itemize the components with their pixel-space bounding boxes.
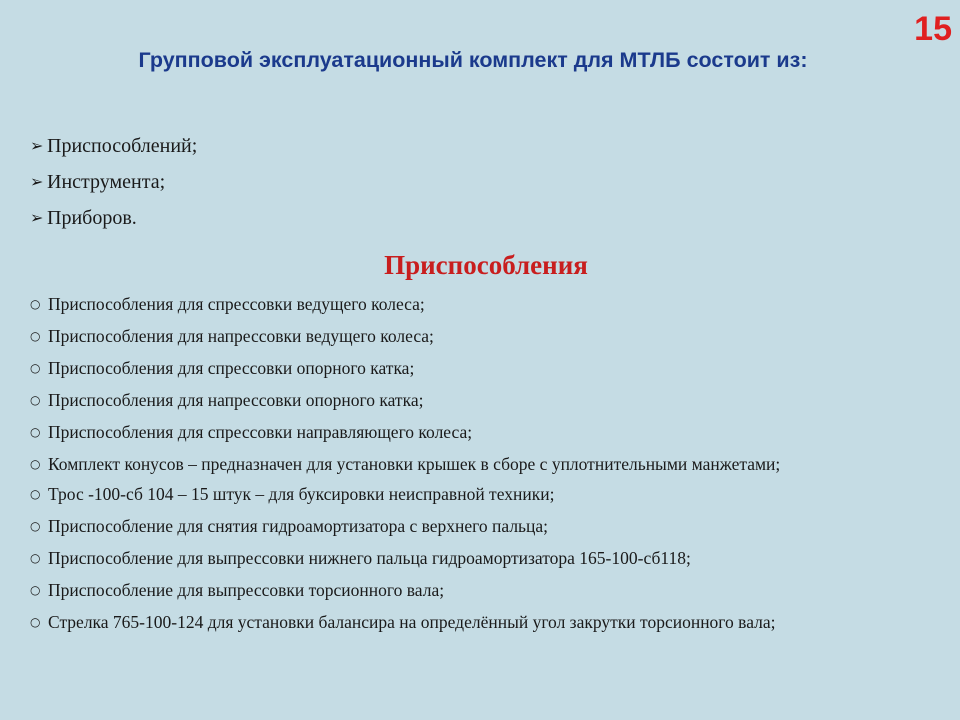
items-list: [30, 294, 930, 642]
list-item: [30, 294, 930, 315]
top-list-item-label: Приспособлений;: [47, 135, 198, 157]
list-item: [30, 422, 930, 443]
list-item: [30, 358, 930, 379]
arrow-bullet-icon: ➢: [30, 172, 44, 191]
list-item: [30, 580, 930, 601]
top-list-item: [30, 170, 197, 206]
list-item-text: Приспособление для снятия гидроамортизатора с верхнего пальца;: [48, 516, 549, 536]
list-item: [30, 326, 930, 347]
circle-bullet-icon: ○: [30, 329, 41, 343]
list-item-text: Комплект конусов – предназначен для установки крышек в сборе с уплотнительными манжетами;: [48, 454, 781, 474]
slide-title: Групповой эксплуатационный комплект для МТЛБ состоит из:: [138, 48, 808, 72]
top-list-item-label: Приборов.: [47, 207, 137, 229]
list-item-text: Приспособления для напрессовки ведущего колеса;: [48, 326, 434, 346]
top-list-item-label: Инструмента;: [47, 171, 166, 193]
top-list-item: [30, 134, 197, 170]
list-item-text: Трос -100-сб 104 – 15 штук – для буксировки неисправной техники;: [48, 484, 555, 504]
list-item-text: Приспособления для спрессовки опорного катка;: [48, 358, 415, 378]
circle-bullet-icon: ○: [30, 551, 41, 565]
circle-bullet-icon: ○: [30, 457, 41, 471]
top-list: [30, 134, 197, 242]
circle-bullet-icon: ○: [30, 361, 41, 375]
circle-bullet-icon: ○: [30, 393, 41, 407]
list-item: [30, 454, 930, 475]
list-item-text: Стрелка 765-100-124 для установки балансира на определённый угол закрутки торсионного вала;: [48, 612, 776, 632]
section-title: Приспособления: [384, 250, 588, 280]
list-item-text: Приспособления для спрессовки направляющего колеса;: [48, 422, 473, 442]
list-item: [30, 484, 930, 505]
list-item-text: Приспособление для выпрессовки нижнего пальца гидроамортизатора 165-100-сб118;: [48, 548, 691, 568]
circle-bullet-icon: ○: [30, 615, 41, 629]
arrow-bullet-icon: ➢: [30, 208, 44, 227]
list-item-text: Приспособление для выпрессовки торсионного вала;: [48, 580, 445, 600]
page-number: 15: [914, 10, 952, 48]
circle-bullet-icon: ○: [30, 425, 41, 439]
circle-bullet-icon: ○: [30, 297, 41, 311]
circle-bullet-icon: ○: [30, 487, 41, 501]
list-item: [30, 612, 930, 633]
list-item: [30, 516, 930, 537]
list-item: [30, 548, 930, 569]
arrow-bullet-icon: ➢: [30, 136, 44, 155]
list-item-text: Приспособления для напрессовки опорного катка;: [48, 390, 424, 410]
top-list-item: [30, 206, 197, 242]
list-item-text: Приспособления для спрессовки ведущего колеса;: [48, 294, 425, 314]
circle-bullet-icon: ○: [30, 583, 41, 597]
list-item: [30, 390, 930, 411]
circle-bullet-icon: ○: [30, 519, 41, 533]
